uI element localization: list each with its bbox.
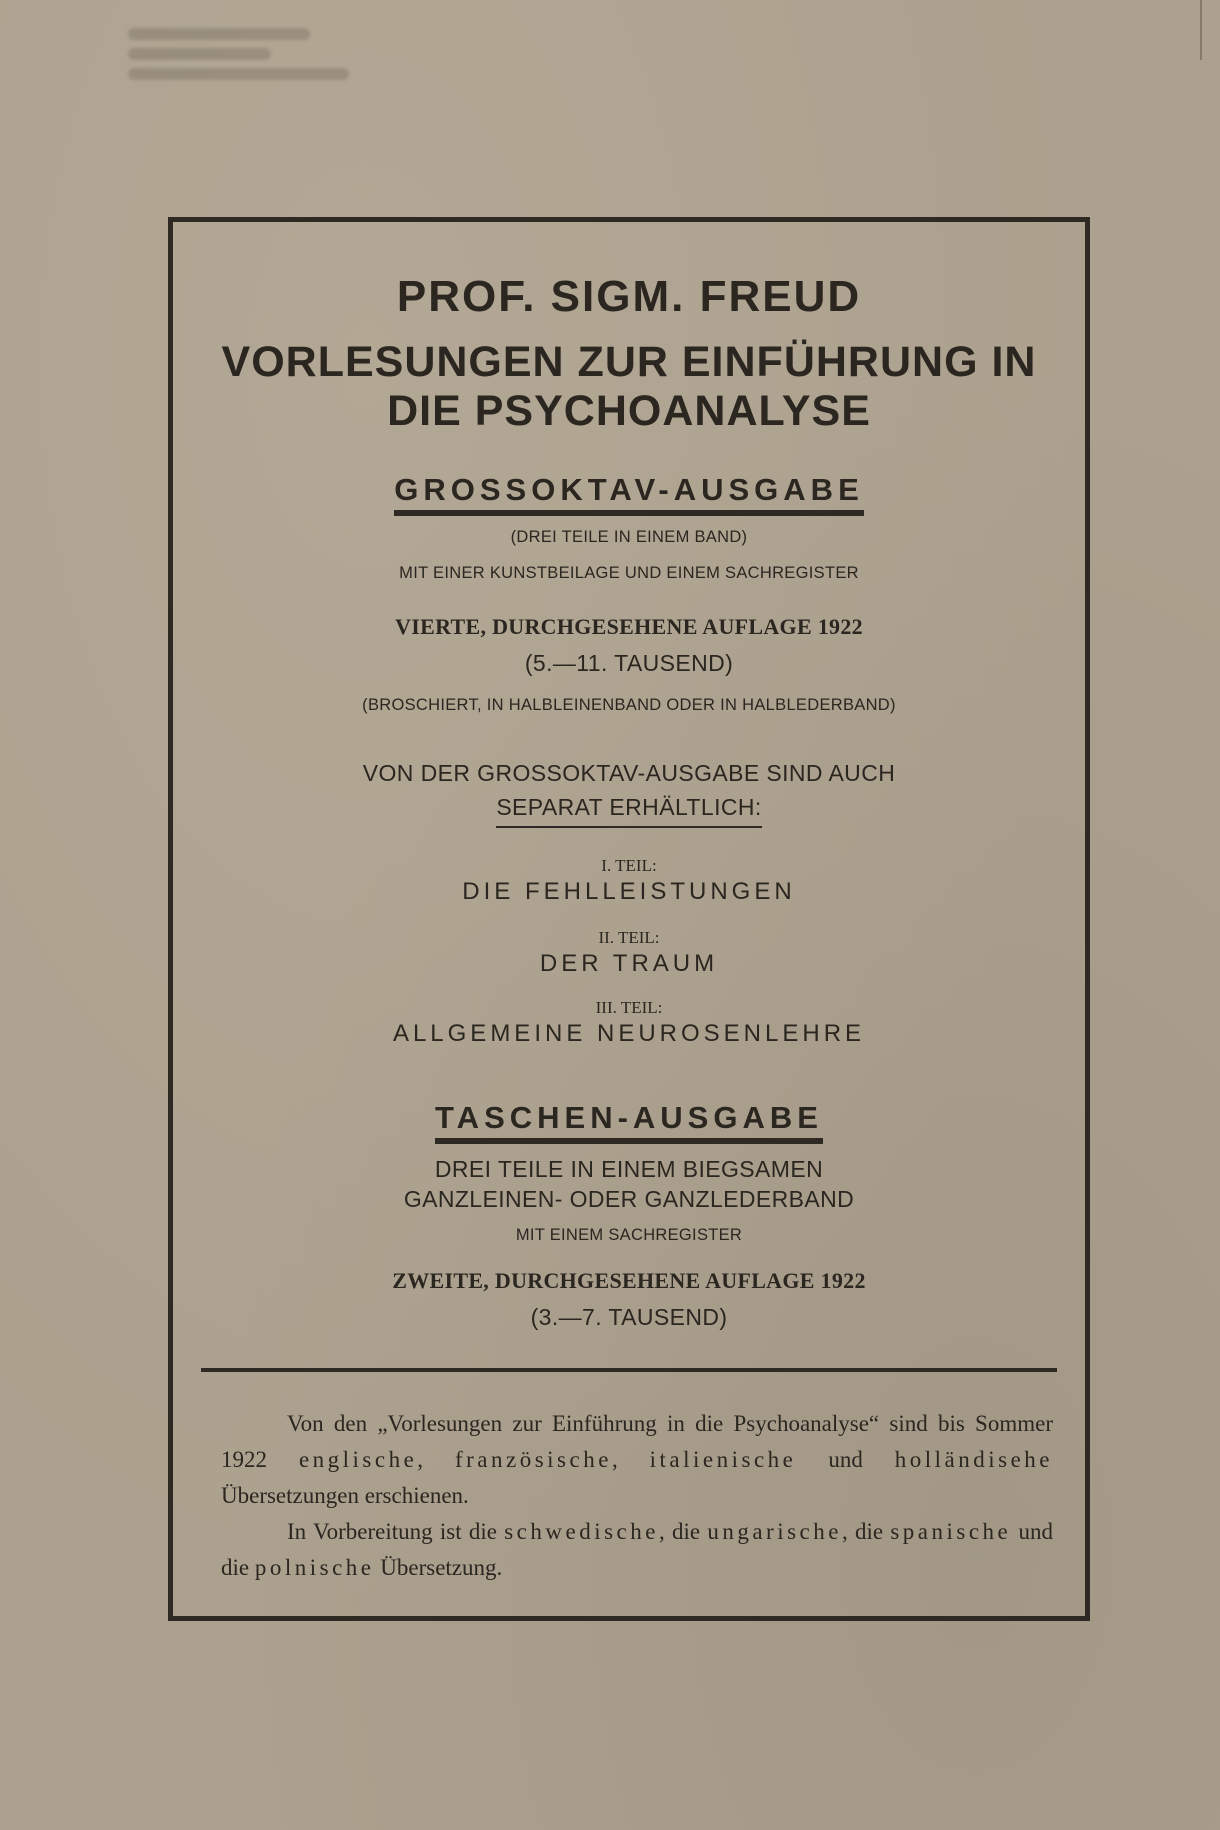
p2-text-b: , die [658, 1519, 708, 1544]
p2-swedish: schwedische [504, 1519, 659, 1544]
translations-paragraph-1 [221, 1406, 1053, 1514]
author-name: PROF. SIGM. FREUD [396, 272, 862, 321]
grossoktav-binding: (BROSCHIERT, IN HALBLEINENBAND ODER IN HALBLEDERBAND) [362, 696, 896, 714]
grossoktav-edition: VIERTE, DURCHGESEHENE AUFLAGE 1922 [395, 614, 863, 639]
p2-polish: polnische [254, 1555, 375, 1580]
taschen-line-3: MIT EINEM SACHREGISTER [515, 1226, 743, 1244]
grossoktav-heading [173, 472, 1085, 516]
p1-italian: italienische [649, 1447, 797, 1472]
section-divider [201, 1368, 1057, 1372]
part-2-label: II. TEIL: [598, 928, 660, 947]
taschen-heading [173, 1100, 1085, 1144]
p2-spanish: spanische [890, 1519, 1012, 1544]
advertisement-frame [168, 217, 1090, 1621]
p1-text-b: und [796, 1447, 895, 1472]
part-2-title: DER TRAUM [539, 950, 719, 977]
separate-line-2 [173, 794, 1085, 828]
translations-note [221, 1406, 1053, 1586]
taschen-line-1: DREI TEILE IN EINEM BIEGSAMEN [434, 1156, 824, 1182]
p1-french: französische [454, 1447, 612, 1472]
taschen-heading-text: TASCHEN-AUSGABE [435, 1100, 823, 1144]
separate-line-1: VON DER GROSSOKTAV-AUSGABE SIND AUCH [362, 760, 896, 786]
p1-text-c: Übersetzungen erschienen. [221, 1483, 469, 1508]
p2-text-d: und die [221, 1519, 1054, 1580]
book-title-line-1: VORLESUNGEN ZUR EINFÜHRUNG IN [221, 338, 1037, 386]
part-1-title: DIE FEHLLEISTUNGEN [462, 878, 796, 905]
grossoktav-line-1: (DREI TEILE IN EINEM BAND) [510, 528, 748, 546]
grossoktav-heading-text: GROSSOKTAV-AUSGABE [394, 472, 864, 516]
taschen-thousand: (3.—7. TAUSEND) [530, 1304, 728, 1330]
part-1-label: I. TEIL: [601, 856, 657, 875]
p2-hungarian: ungarische [707, 1519, 842, 1544]
grossoktav-thousand: (5.—11. TAUSEND) [524, 650, 734, 676]
taschen-line-2: GANZLEINEN- ODER GANZLEDERBAND [403, 1186, 855, 1212]
grossoktav-line-2: MIT EINER KUNSTBEILAGE UND EINEM SACHREGISTER [399, 564, 859, 582]
part-3-title: ALLGEMEINE NEUROSENLEHRE [392, 1020, 866, 1047]
p2-text-e: Übersetzung. [374, 1555, 503, 1580]
p1-text-a: Von den „Vorlesungen zur Einführung in die Psychoanalyse“ sind bis Sommer 1922 [221, 1411, 1053, 1472]
p1-dutch: holländisehe [894, 1447, 1053, 1472]
p2-text-c: , die [841, 1519, 891, 1544]
faded-stamp [128, 20, 388, 110]
separate-line-2-text: SEPARAT ERHÄLTLICH: [496, 794, 761, 828]
book-title-line-2: DIE PSYCHOANALYSE [387, 387, 871, 435]
p1-english: englische [298, 1447, 418, 1472]
part-3-label: III. TEIL: [595, 998, 663, 1017]
p1-sep-2: , [611, 1447, 650, 1472]
paper-edge-mark [1200, 0, 1220, 60]
translations-paragraph-2 [221, 1514, 1053, 1586]
p2-text-a: In Vorbereitung ist die [287, 1519, 505, 1544]
taschen-edition: ZWEITE, DURCHGESEHENE AUFLAGE 1922 [392, 1268, 866, 1293]
p1-sep-1: , [417, 1447, 455, 1472]
